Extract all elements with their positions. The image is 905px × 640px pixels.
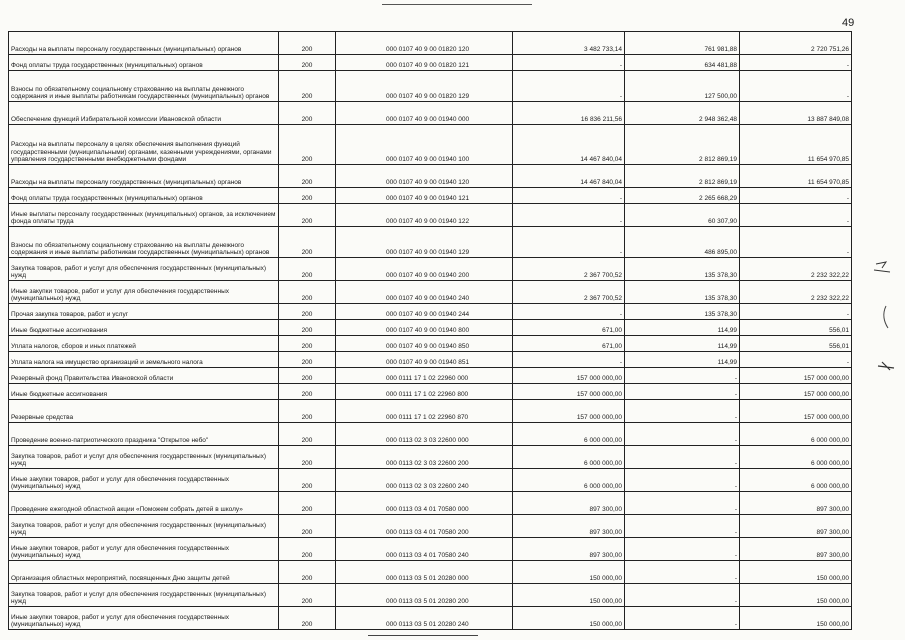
cell-executed: 135 378,30 bbox=[625, 258, 740, 281]
cell-plan: 2 367 700,52 bbox=[513, 258, 625, 281]
cell-name: Взносы по обязательному социальному страхованию на выплаты денежного содержания и иные выплаты работникам государственных (муниципальных) органов bbox=[9, 71, 279, 102]
cell-plan: - bbox=[513, 352, 625, 368]
cell-code: 000 0107 40 9 00 01940 120 bbox=[336, 165, 513, 188]
table-row bbox=[9, 102, 852, 125]
cell-plan: 14 467 840,04 bbox=[513, 125, 625, 165]
cell-executed: - bbox=[625, 446, 740, 469]
cell-plan: 3 482 733,14 bbox=[513, 32, 625, 55]
cell-name: Проведение ежегодной областной акции «Поможем собрать детей в школу» bbox=[9, 492, 279, 515]
cell-name: Иные закупки товаров, работ и услуг для обеспечения государственных (муниципальных) нужд bbox=[9, 281, 279, 304]
cell-remaining: 556,01 bbox=[740, 320, 852, 336]
cell-plan: 671,00 bbox=[513, 336, 625, 352]
cell-code: 000 0107 40 9 00 01940 244 bbox=[336, 304, 513, 320]
cell-name: Резервный фонд Правительства Ивановской области bbox=[9, 368, 279, 384]
cell-plan: - bbox=[513, 55, 625, 71]
cell-admin: 200 bbox=[279, 55, 336, 71]
cell-plan: 157 000 000,00 bbox=[513, 400, 625, 423]
table-row bbox=[9, 258, 852, 281]
cell-admin: 200 bbox=[279, 32, 336, 55]
cell-plan: - bbox=[513, 188, 625, 204]
cell-admin: 200 bbox=[279, 515, 336, 538]
cell-name: Иные бюджетные ассигнования bbox=[9, 384, 279, 400]
cell-plan: - bbox=[513, 304, 625, 320]
cell-name: Иные закупки товаров, работ и услуг для обеспечения государственных (муниципальных) нужд bbox=[9, 469, 279, 492]
cell-name: Организация областных мероприятий, посвященных Дню защиты детей bbox=[9, 561, 279, 584]
cell-executed: - bbox=[625, 561, 740, 584]
cell-admin: 200 bbox=[279, 304, 336, 320]
cell-admin: 200 bbox=[279, 125, 336, 165]
cell-plan: 150 000,00 bbox=[513, 584, 625, 607]
cell-executed: 2 812 869,19 bbox=[625, 125, 740, 165]
cell-executed: - bbox=[625, 400, 740, 423]
cell-admin: 200 bbox=[279, 368, 336, 384]
cell-code: 000 0107 40 9 00 01820 121 bbox=[336, 55, 513, 71]
cell-plan: - bbox=[513, 227, 625, 258]
table-row bbox=[9, 384, 852, 400]
cell-remaining: 157 000 000,00 bbox=[740, 384, 852, 400]
cell-code: 000 0107 40 9 00 01820 120 bbox=[336, 32, 513, 55]
cell-plan: 14 467 840,04 bbox=[513, 165, 625, 188]
cell-plan: 6 000 000,00 bbox=[513, 423, 625, 446]
cell-name: Фонд оплаты труда государственных (муниципальных) органов bbox=[9, 55, 279, 71]
cell-executed: - bbox=[625, 492, 740, 515]
cell-remaining: 150 000,00 bbox=[740, 584, 852, 607]
cell-admin: 200 bbox=[279, 561, 336, 584]
table-row bbox=[9, 55, 852, 71]
cell-executed: 114,99 bbox=[625, 352, 740, 368]
cell-remaining: 157 000 000,00 bbox=[740, 368, 852, 384]
cell-remaining: - bbox=[740, 304, 852, 320]
cell-name: Закупка товаров, работ и услуг для обеспечения государственных (муниципальных) нужд bbox=[9, 515, 279, 538]
cell-plan: 6 000 000,00 bbox=[513, 469, 625, 492]
cell-code: 000 0113 02 3 03 22600 200 bbox=[336, 446, 513, 469]
cell-code: 000 0113 03 4 01 70580 000 bbox=[336, 492, 513, 515]
cell-remaining: - bbox=[740, 227, 852, 258]
cell-name: Иные выплаты персоналу государственных (муниципальных) органов, за исключением фонда оплаты труда bbox=[9, 204, 279, 227]
cell-admin: 200 bbox=[279, 71, 336, 102]
cell-name: Закупка товаров, работ и услуг для обеспечения государственных (муниципальных) нужд bbox=[9, 258, 279, 281]
table-row bbox=[9, 336, 852, 352]
cell-remaining: 6 000 000,00 bbox=[740, 446, 852, 469]
cell-executed: 135 378,30 bbox=[625, 281, 740, 304]
cell-name: Иные закупки товаров, работ и услуг для обеспечения государственных (муниципальных) нужд bbox=[9, 538, 279, 561]
table-row bbox=[9, 204, 852, 227]
cell-remaining: - bbox=[740, 204, 852, 227]
table-row bbox=[9, 227, 852, 258]
cell-plan: 897 300,00 bbox=[513, 492, 625, 515]
cell-remaining: - bbox=[740, 352, 852, 368]
cell-admin: 200 bbox=[279, 165, 336, 188]
cell-admin: 200 bbox=[279, 538, 336, 561]
table-row bbox=[9, 32, 852, 55]
cell-remaining: 150 000,00 bbox=[740, 561, 852, 584]
cell-plan: - bbox=[513, 71, 625, 102]
cell-code: 000 0113 02 3 03 22600 000 bbox=[336, 423, 513, 446]
cell-admin: 200 bbox=[279, 204, 336, 227]
cell-remaining: 2 232 322,22 bbox=[740, 258, 852, 281]
cell-executed: 486 895,00 bbox=[625, 227, 740, 258]
cell-code: 000 0113 03 5 01 20280 000 bbox=[336, 561, 513, 584]
cell-admin: 200 bbox=[279, 258, 336, 281]
cell-remaining: 897 300,00 bbox=[740, 515, 852, 538]
cell-executed: 135 378,30 bbox=[625, 304, 740, 320]
cell-remaining: 2 232 322,22 bbox=[740, 281, 852, 304]
cell-name: Резервные средства bbox=[9, 400, 279, 423]
cell-admin: 200 bbox=[279, 320, 336, 336]
cell-code: 000 0107 40 9 00 01940 122 bbox=[336, 204, 513, 227]
cell-remaining: 2 720 751,26 bbox=[740, 32, 852, 55]
cell-admin: 200 bbox=[279, 492, 336, 515]
cell-name: Проведение военно-патриотического праздника "Открытое небо" bbox=[9, 423, 279, 446]
cell-name: Уплата налогов, сборов и иных платежей bbox=[9, 336, 279, 352]
cell-code: 000 0111 17 1 02 22960 800 bbox=[336, 384, 513, 400]
cell-plan: 6 000 000,00 bbox=[513, 446, 625, 469]
cell-remaining: 6 000 000,00 bbox=[740, 469, 852, 492]
cell-admin: 200 bbox=[279, 102, 336, 125]
budget-execution-table bbox=[8, 31, 852, 630]
table-row bbox=[9, 469, 852, 492]
cell-executed: - bbox=[625, 368, 740, 384]
table-row bbox=[9, 71, 852, 102]
cell-executed: - bbox=[625, 515, 740, 538]
cell-remaining: 13 887 849,08 bbox=[740, 102, 852, 125]
table-row bbox=[9, 304, 852, 320]
cell-admin: 200 bbox=[279, 607, 336, 630]
cell-code: 000 0107 40 9 00 01940 200 bbox=[336, 258, 513, 281]
cell-executed: - bbox=[625, 538, 740, 561]
table-row bbox=[9, 281, 852, 304]
cell-code: 000 0111 17 1 02 22960 870 bbox=[336, 400, 513, 423]
table-row bbox=[9, 368, 852, 384]
cell-admin: 200 bbox=[279, 352, 336, 368]
cell-executed: - bbox=[625, 584, 740, 607]
cell-admin: 200 bbox=[279, 336, 336, 352]
cell-plan: 157 000 000,00 bbox=[513, 384, 625, 400]
cell-code: 000 0107 40 9 00 01940 121 bbox=[336, 188, 513, 204]
cell-plan: - bbox=[513, 204, 625, 227]
cell-code: 000 0113 03 5 01 20280 240 bbox=[336, 607, 513, 630]
cell-name: Расходы на выплаты персоналу в целях обеспечения выполнения функций государственными (муниципальными) органами, казенными учреждениями, органами управления государственными внебюджетными фондами bbox=[9, 125, 279, 165]
cell-name: Обеспечение функций Избирательной комиссии Ивановской области bbox=[9, 102, 279, 125]
cell-code: 000 0107 40 9 00 01940 000 bbox=[336, 102, 513, 125]
page-number: 49 bbox=[842, 17, 855, 29]
table-row bbox=[9, 352, 852, 368]
table-row bbox=[9, 125, 852, 165]
cell-executed: 2 812 869,19 bbox=[625, 165, 740, 188]
cell-plan: 897 300,00 bbox=[513, 538, 625, 561]
table-row bbox=[9, 188, 852, 204]
cell-code: 000 0107 40 9 00 01940 129 bbox=[336, 227, 513, 258]
cell-admin: 200 bbox=[279, 469, 336, 492]
cell-name: Фонд оплаты труда государственных (муниципальных) органов bbox=[9, 188, 279, 204]
table-row bbox=[9, 561, 852, 584]
top-scan-mark bbox=[382, 4, 532, 5]
cell-name: Расходы на выплаты персоналу государственных (муниципальных) органов bbox=[9, 32, 279, 55]
cell-remaining: - bbox=[740, 71, 852, 102]
cell-plan: 897 300,00 bbox=[513, 515, 625, 538]
cell-plan: 671,00 bbox=[513, 320, 625, 336]
table-row bbox=[9, 446, 852, 469]
cell-code: 000 0113 03 5 01 20280 200 bbox=[336, 584, 513, 607]
cell-executed: 114,99 bbox=[625, 320, 740, 336]
cell-plan: 150 000,00 bbox=[513, 607, 625, 630]
cell-executed: 2 948 362,48 bbox=[625, 102, 740, 125]
cell-admin: 200 bbox=[279, 384, 336, 400]
cell-name: Закупка товаров, работ и услуг для обеспечения государственных (муниципальных) нужд bbox=[9, 584, 279, 607]
cell-remaining: - bbox=[740, 55, 852, 71]
cell-name: Расходы на выплаты персоналу государственных (муниципальных) органов bbox=[9, 165, 279, 188]
cell-code: 000 0107 40 9 00 01940 100 bbox=[336, 125, 513, 165]
cell-name: Закупка товаров, работ и услуг для обеспечения государственных (муниципальных) нужд bbox=[9, 446, 279, 469]
cell-executed: 60 307,90 bbox=[625, 204, 740, 227]
cell-remaining: 11 654 970,85 bbox=[740, 125, 852, 165]
bottom-scan-mark bbox=[368, 635, 478, 636]
cell-admin: 200 bbox=[279, 188, 336, 204]
cell-executed: 761 981,88 bbox=[625, 32, 740, 55]
cell-remaining: - bbox=[740, 188, 852, 204]
cell-code: 000 0107 40 9 00 01940 850 bbox=[336, 336, 513, 352]
cell-executed: 127 500,00 bbox=[625, 71, 740, 102]
cell-name: Прочая закупка товаров, работ и услуг bbox=[9, 304, 279, 320]
cell-admin: 200 bbox=[279, 446, 336, 469]
cell-executed: 114,99 bbox=[625, 336, 740, 352]
cell-plan: 157 000 000,00 bbox=[513, 368, 625, 384]
cell-code: 000 0107 40 9 00 01940 851 bbox=[336, 352, 513, 368]
cell-admin: 200 bbox=[279, 584, 336, 607]
cell-code: 000 0113 02 3 03 22600 240 bbox=[336, 469, 513, 492]
table-row bbox=[9, 607, 852, 630]
table-row bbox=[9, 165, 852, 188]
cell-remaining: 157 000 000,00 bbox=[740, 400, 852, 423]
cell-executed: - bbox=[625, 469, 740, 492]
cell-admin: 200 bbox=[279, 281, 336, 304]
cell-code: 000 0113 03 4 01 70580 240 bbox=[336, 538, 513, 561]
cell-remaining: 150 000,00 bbox=[740, 607, 852, 630]
cell-name: Уплата налога на имущество организаций и земельного налога bbox=[9, 352, 279, 368]
cell-plan: 16 836 211,56 bbox=[513, 102, 625, 125]
table-row bbox=[9, 538, 852, 561]
cell-remaining: 897 300,00 bbox=[740, 492, 852, 515]
cell-code: 000 0113 03 4 01 70580 200 bbox=[336, 515, 513, 538]
cell-admin: 200 bbox=[279, 423, 336, 446]
cell-remaining: 6 000 000,00 bbox=[740, 423, 852, 446]
cell-code: 000 0107 40 9 00 01940 240 bbox=[336, 281, 513, 304]
cell-remaining: 556,01 bbox=[740, 336, 852, 352]
cell-code: 000 0107 40 9 00 01820 129 bbox=[336, 71, 513, 102]
scan-artifact bbox=[872, 258, 896, 378]
table-row bbox=[9, 515, 852, 538]
cell-executed: - bbox=[625, 384, 740, 400]
cell-name: Иные бюджетные ассигнования bbox=[9, 320, 279, 336]
cell-plan: 150 000,00 bbox=[513, 561, 625, 584]
table-row bbox=[9, 584, 852, 607]
cell-remaining: 11 654 970,85 bbox=[740, 165, 852, 188]
table-row bbox=[9, 320, 852, 336]
cell-code: 000 0107 40 9 00 01940 800 bbox=[336, 320, 513, 336]
cell-code: 000 0111 17 1 02 22960 000 bbox=[336, 368, 513, 384]
cell-admin: 200 bbox=[279, 400, 336, 423]
cell-executed: 634 481,88 bbox=[625, 55, 740, 71]
cell-executed: - bbox=[625, 423, 740, 446]
cell-executed: - bbox=[625, 607, 740, 630]
cell-name: Иные закупки товаров, работ и услуг для обеспечения государственных (муниципальных) нужд bbox=[9, 607, 279, 630]
cell-plan: 2 367 700,52 bbox=[513, 281, 625, 304]
cell-remaining: 897 300,00 bbox=[740, 538, 852, 561]
cell-name: Взносы по обязательному социальному страхованию на выплаты денежного содержания и иные выплаты работникам государственных (муниципальных) органов bbox=[9, 227, 279, 258]
cell-admin: 200 bbox=[279, 227, 336, 258]
table-row bbox=[9, 492, 852, 515]
table-row bbox=[9, 400, 852, 423]
cell-executed: 2 265 668,29 bbox=[625, 188, 740, 204]
table-row bbox=[9, 423, 852, 446]
